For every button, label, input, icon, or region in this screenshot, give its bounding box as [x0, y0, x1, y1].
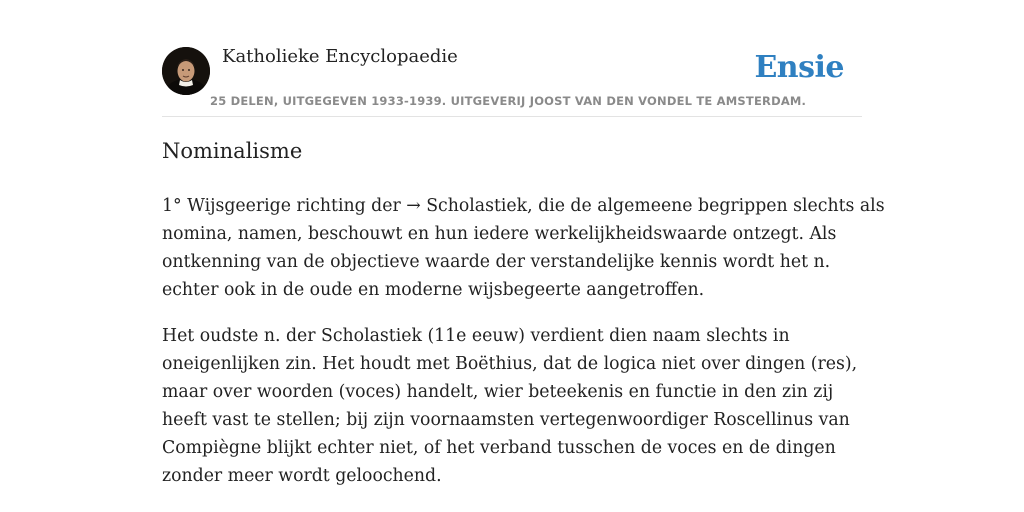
portrait-icon: [162, 47, 210, 95]
text-line: heeft vast te stellen; bij zijn voornaamsten vertegenwoordiger Roscellinus van: [162, 410, 850, 430]
text-line: oneigenlijken zin. Het houdt met Boëthius, dat de logica niet over dingen (res),: [162, 354, 858, 374]
cross-reference-link[interactable]: → Scholastiek: [406, 196, 528, 216]
text-line: nomina, namen, beschouwt en hun iedere werkelijkheidswaarde ontzegt. Als: [162, 224, 837, 244]
text-line: ontkenning van de objectieve waarde der verstandelijke kennis wordt het n.: [162, 252, 831, 272]
text-line: Compiègne blijkt echter niet, of het verband tusschen de voces en de dingen: [162, 438, 836, 458]
text-line: Het oudste n. der Scholastiek (11e eeuw) verdient dien naam slechts in: [162, 326, 790, 346]
entry-body: [162, 192, 885, 490]
text-line: maar over woorden (voces) handelt, wier beteekenis en functie in den zin zij: [162, 382, 834, 402]
source-meta: 25 DELEN, UITGEGEVEN 1933-1939. UITGEVERIJ JOOST VAN DEN VONDEL TE AMSTERDAM.: [210, 94, 807, 108]
text-run: 1° Wijsgeerige richting der: [162, 196, 407, 216]
text-line: zonder meer wordt geloochend.: [162, 466, 442, 486]
paragraph: [162, 192, 885, 304]
paragraph: [162, 322, 866, 490]
text-run: , die de algemeene begrippen slechts als: [527, 196, 885, 216]
text-line: [162, 192, 885, 220]
brand-logo[interactable]: Ensie: [754, 50, 844, 85]
portrait-avatar[interactable]: [162, 47, 210, 95]
text-line: echter ook in de oude en moderne wijsbegeerte aangetroffen.: [162, 280, 705, 300]
entry-title: Nominalisme: [162, 139, 303, 163]
source-header: [162, 44, 862, 117]
source-title[interactable]: Katholieke Encyclopaedie: [222, 46, 458, 67]
